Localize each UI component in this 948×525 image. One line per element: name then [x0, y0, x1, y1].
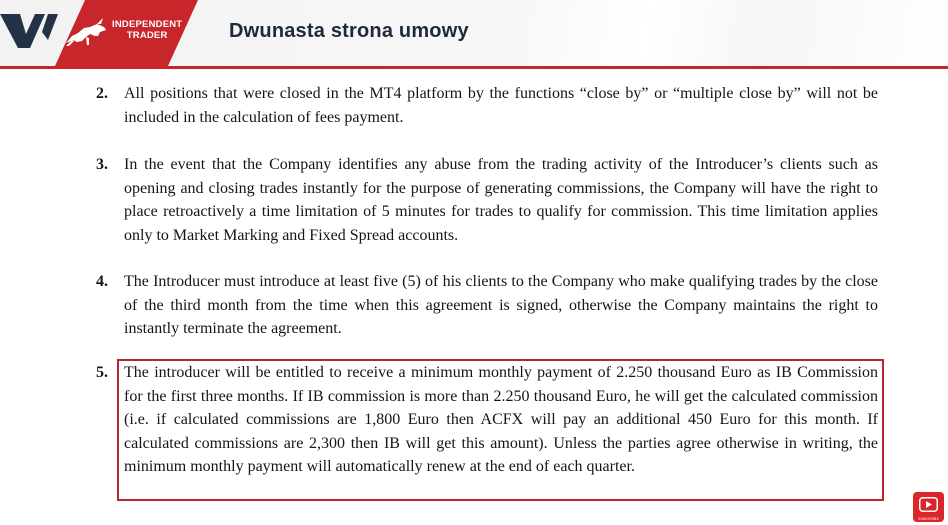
- clause-5-highlight-box: [117, 359, 884, 501]
- clause-number: 3.: [96, 156, 108, 173]
- clause-number: 5.: [96, 364, 108, 381]
- logo-text: [112, 19, 182, 41]
- header-divider: [0, 66, 948, 69]
- clause-number: 4.: [96, 273, 108, 290]
- clause-text: All positions that were closed in the MT4 platform by the functions “close by” or “multiple close by” will not be included in the calculation of fees payment.: [124, 85, 878, 126]
- clause-number: 2.: [96, 85, 108, 102]
- clause-text: The introducer will be entitled to receive a minimum monthly payment of 2.250 thousand Euro as IB Commission for the first three months. If IB commission is more than 2.250 thousand Euro, he will get the calculated commission (i.e. if calculated commissions are 1,800 Euro then ACFX will pay an additional 450 Euro for this month. If calculated commissions are 2,300 then IB will get this amount). Unless the parties agree otherwise in writing, the minimum monthly payment will automatically renew at the end of each quarter.: [124, 364, 878, 475]
- logo-line-2: TRADER: [126, 30, 168, 41]
- clause-text: In the event that the Company identifies any abuse from the trading activity of the Introducer’s clients such as opening and closing trades instantly for the purpose of generating commissions, the Company will have the right to place retroactively a time limitation of 5 minutes for trades to qualify for commission. This time limitation applies only to Market Marking and Fixed Spread accounts.: [124, 156, 878, 244]
- header-bar: [0, 0, 948, 66]
- logo-line-1: INDEPENDENT: [112, 19, 183, 30]
- page-title: Dwunasta strona umowy: [229, 20, 469, 42]
- subscribe-button[interactable]: [913, 492, 944, 522]
- play-icon: [919, 497, 938, 512]
- clause-text: The Introducer must introduce at least five (5) of his clients to the Company who make qualifying trades by the close of the third month from the time when this agreement is signed, otherwise the Company maintains the right to instantly terminate the agreement.: [124, 273, 878, 337]
- subscribe-label: SUBSCRIBE: [918, 517, 939, 521]
